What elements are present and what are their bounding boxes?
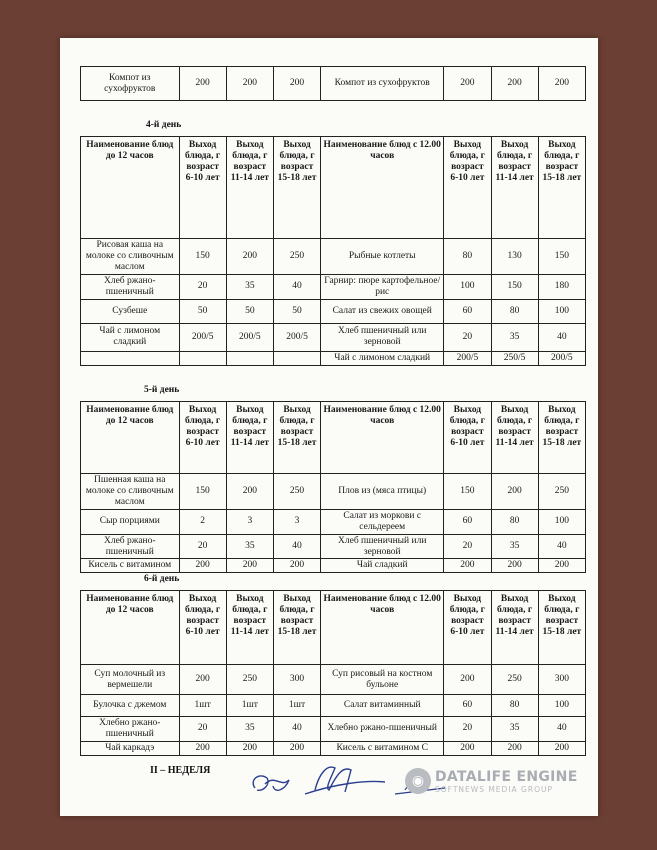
watermark-logo bbox=[405, 768, 578, 794]
cell: 200 bbox=[273, 559, 320, 573]
cell: 200 bbox=[491, 741, 538, 755]
cell: 180 bbox=[538, 275, 585, 300]
cell: Суп рисовый на костном бульоне bbox=[321, 665, 444, 695]
cell: 150 bbox=[491, 275, 538, 300]
cell: 100 bbox=[538, 695, 585, 717]
column-header: Наименование блюд с 12.00 часов bbox=[321, 137, 444, 239]
cell: 200 bbox=[226, 239, 273, 275]
cell: 200 bbox=[179, 559, 226, 573]
column-header: Выход блюда, г возраст 15-18 лет bbox=[538, 402, 585, 474]
column-header: Выход блюда, г возраст 11-14 лет bbox=[226, 137, 273, 239]
column-header: Наименование блюд с 12.00 часов bbox=[321, 402, 444, 474]
cell: 150 bbox=[179, 239, 226, 275]
cell: Гарнир: пюре картофельное/рис bbox=[321, 275, 444, 300]
cell: 300 bbox=[273, 665, 320, 695]
cell: 250 bbox=[273, 474, 320, 510]
column-header: Выход блюда, г возраст 6-10 лет bbox=[444, 402, 491, 474]
cell: Хлеб пшеничный или зерновой bbox=[321, 534, 444, 559]
cell: 200 bbox=[444, 665, 491, 695]
cell bbox=[273, 351, 320, 365]
cell: 35 bbox=[491, 323, 538, 351]
cell: 200/5 bbox=[444, 351, 491, 365]
cell: 50 bbox=[179, 299, 226, 323]
column-header: Выход блюда, г возраст 6-10 лет bbox=[179, 591, 226, 665]
compote-row-table bbox=[80, 66, 586, 101]
cell: 200 bbox=[226, 559, 273, 573]
cell: Компот из сухофруктов bbox=[81, 67, 180, 101]
cell: 100 bbox=[538, 299, 585, 323]
cell: Сузбеше bbox=[81, 299, 180, 323]
cell: 200 bbox=[226, 67, 273, 101]
column-header: Наименование блюд до 12 часов bbox=[81, 137, 180, 239]
cell: 35 bbox=[226, 534, 273, 559]
cell bbox=[81, 351, 180, 365]
cell: 200 bbox=[273, 741, 320, 755]
cell: 1шт bbox=[273, 695, 320, 717]
cell: 40 bbox=[273, 717, 320, 742]
cell: 200 bbox=[444, 67, 491, 101]
column-header: Выход блюда, г возраст 11-14 лет bbox=[226, 591, 273, 665]
cell: Хлеб пшеничный или зерновой bbox=[321, 323, 444, 351]
day-6-heading: 6-й день bbox=[144, 574, 180, 584]
cell: Хлебно ржано-пшеничный bbox=[321, 717, 444, 742]
cell: 200 bbox=[179, 741, 226, 755]
cell: 20 bbox=[179, 717, 226, 742]
cell: 200 bbox=[179, 665, 226, 695]
cell: Плов из (мяса птицы) bbox=[321, 474, 444, 510]
cell: 50 bbox=[273, 299, 320, 323]
cell: 250 bbox=[538, 474, 585, 510]
cell: 50 bbox=[226, 299, 273, 323]
cell: 20 bbox=[179, 275, 226, 300]
cell: 20 bbox=[444, 534, 491, 559]
cell: 60 bbox=[444, 509, 491, 534]
column-header: Наименование блюд до 12 часов bbox=[81, 402, 180, 474]
cell: 40 bbox=[538, 717, 585, 742]
cell: 200 bbox=[226, 474, 273, 510]
cell: 200 bbox=[538, 559, 585, 573]
cell: 20 bbox=[444, 717, 491, 742]
column-header: Выход блюда, г возраст 6-10 лет bbox=[179, 402, 226, 474]
cell: Чай каркадэ bbox=[81, 741, 180, 755]
cell: 35 bbox=[226, 275, 273, 300]
table-row bbox=[81, 695, 586, 717]
cell: 80 bbox=[444, 239, 491, 275]
column-header: Выход блюда, г возраст 6-10 лет bbox=[444, 591, 491, 665]
cell: 150 bbox=[179, 474, 226, 510]
cell: Сыр порциями bbox=[81, 509, 180, 534]
cell bbox=[179, 351, 226, 365]
cell: Чай с лимоном сладкий bbox=[81, 323, 180, 351]
cell: Салат из моркови с сельдереем bbox=[321, 509, 444, 534]
cell: 100 bbox=[444, 275, 491, 300]
header-row bbox=[81, 137, 586, 239]
cell: 200 bbox=[179, 67, 226, 101]
table-row bbox=[81, 323, 586, 351]
day-4-table bbox=[80, 136, 586, 366]
cell bbox=[226, 351, 273, 365]
cell: 60 bbox=[444, 299, 491, 323]
cell: 200 bbox=[491, 67, 538, 101]
day-5-heading: 5-й день bbox=[144, 385, 180, 395]
cell: 40 bbox=[273, 534, 320, 559]
cell: 200 bbox=[444, 559, 491, 573]
cell: 200 bbox=[444, 741, 491, 755]
cell: 3 bbox=[273, 509, 320, 534]
cell: 80 bbox=[491, 299, 538, 323]
column-header: Выход блюда, г возраст 15-18 лет bbox=[273, 402, 320, 474]
cell: 200/5 bbox=[538, 351, 585, 365]
cell: Компот из сухофруктов bbox=[321, 67, 444, 101]
cell: 20 bbox=[179, 534, 226, 559]
table-row bbox=[81, 665, 586, 695]
cell: 80 bbox=[491, 695, 538, 717]
cell: Чай сладкий bbox=[321, 559, 444, 573]
cell: 20 bbox=[444, 323, 491, 351]
column-header: Выход блюда, г возраст 6-10 лет bbox=[444, 137, 491, 239]
cell: 250 bbox=[273, 239, 320, 275]
table-row bbox=[81, 351, 586, 365]
cell: 80 bbox=[491, 509, 538, 534]
table-row bbox=[81, 717, 586, 742]
cell: 40 bbox=[273, 275, 320, 300]
watermark-title: DATALIFE ENGINE bbox=[435, 768, 578, 785]
cell: 250/5 bbox=[491, 351, 538, 365]
watermark-subtitle: SOFTNEWS MEDIA GROUP bbox=[435, 784, 553, 794]
table-row bbox=[81, 299, 586, 323]
cell: Кисель с витамином С bbox=[321, 741, 444, 755]
cell: 250 bbox=[491, 665, 538, 695]
cell: Суп молочный из вермешели bbox=[81, 665, 180, 695]
cell: 200 bbox=[226, 741, 273, 755]
table-row bbox=[81, 239, 586, 275]
cell: 130 bbox=[491, 239, 538, 275]
day-5-table bbox=[80, 401, 586, 573]
cell: 60 bbox=[444, 695, 491, 717]
cell: Чай с лимоном сладкий bbox=[321, 351, 444, 365]
cell: 200 bbox=[491, 559, 538, 573]
column-header: Наименование блюд с 12.00 часов bbox=[321, 591, 444, 665]
cell: 200 bbox=[538, 741, 585, 755]
cell: 1шт bbox=[226, 695, 273, 717]
header-row bbox=[81, 591, 586, 665]
cell: 200/5 bbox=[273, 323, 320, 351]
cell: 1шт bbox=[179, 695, 226, 717]
cell: Рисовая каша на молоке со сливочным маслом bbox=[81, 239, 180, 275]
table-row bbox=[81, 534, 586, 559]
column-header: Выход блюда, г возраст 11-14 лет bbox=[491, 591, 538, 665]
cell: Хлеб ржано-пшеничный bbox=[81, 275, 180, 300]
table-row bbox=[81, 474, 586, 510]
cell: 35 bbox=[491, 717, 538, 742]
cell: 200 bbox=[491, 474, 538, 510]
cell: 150 bbox=[444, 474, 491, 510]
cell: 40 bbox=[538, 534, 585, 559]
cell: Булочка с джемом bbox=[81, 695, 180, 717]
cell: Хлебно ржано-пшеничный bbox=[81, 717, 180, 742]
week-heading: II – НЕДЕЛЯ bbox=[150, 765, 211, 776]
column-header: Выход блюда, г возраст 11-14 лет bbox=[491, 137, 538, 239]
table-row bbox=[81, 509, 586, 534]
cell: 200/5 bbox=[179, 323, 226, 351]
cell: Кисель с витамином bbox=[81, 559, 180, 573]
column-header: Выход блюда, г возраст 15-18 лет bbox=[538, 591, 585, 665]
column-header: Выход блюда, г возраст 11-14 лет bbox=[226, 402, 273, 474]
column-header: Выход блюда, г возраст 6-10 лет bbox=[179, 137, 226, 239]
cell: 200/5 bbox=[226, 323, 273, 351]
column-header: Выход блюда, г возраст 15-18 лет bbox=[273, 137, 320, 239]
cell: 150 bbox=[538, 239, 585, 275]
cell: 2 bbox=[179, 509, 226, 534]
column-header: Наименование блюд до 12 часов bbox=[81, 591, 180, 665]
cell: 300 bbox=[538, 665, 585, 695]
table-row bbox=[81, 559, 586, 573]
cell: 200 bbox=[273, 67, 320, 101]
cell: Хлеб ржано-пшеничный bbox=[81, 534, 180, 559]
cell: 35 bbox=[491, 534, 538, 559]
header-row bbox=[81, 402, 586, 474]
cell: 200 bbox=[538, 67, 585, 101]
cell: 250 bbox=[226, 665, 273, 695]
column-header: Выход блюда, г возраст 15-18 лет bbox=[538, 137, 585, 239]
cell: 100 bbox=[538, 509, 585, 534]
document-page bbox=[60, 38, 598, 816]
day-6-table bbox=[80, 590, 586, 756]
column-header: Выход блюда, г возраст 15-18 лет bbox=[273, 591, 320, 665]
column-header: Выход блюда, г возраст 11-14 лет bbox=[491, 402, 538, 474]
day-4-heading: 4-й день bbox=[146, 120, 182, 130]
cell: Салат витаминный bbox=[321, 695, 444, 717]
cell: Рыбные котлеты bbox=[321, 239, 444, 275]
cell: 35 bbox=[226, 717, 273, 742]
watermark-icon: ◉ bbox=[405, 768, 431, 794]
cell: Салат из свежих овощей bbox=[321, 299, 444, 323]
cell: 40 bbox=[538, 323, 585, 351]
cell: Пшенная каша на молоке со сливочным маслом bbox=[81, 474, 180, 510]
cell: 3 bbox=[226, 509, 273, 534]
table-row bbox=[81, 275, 586, 300]
